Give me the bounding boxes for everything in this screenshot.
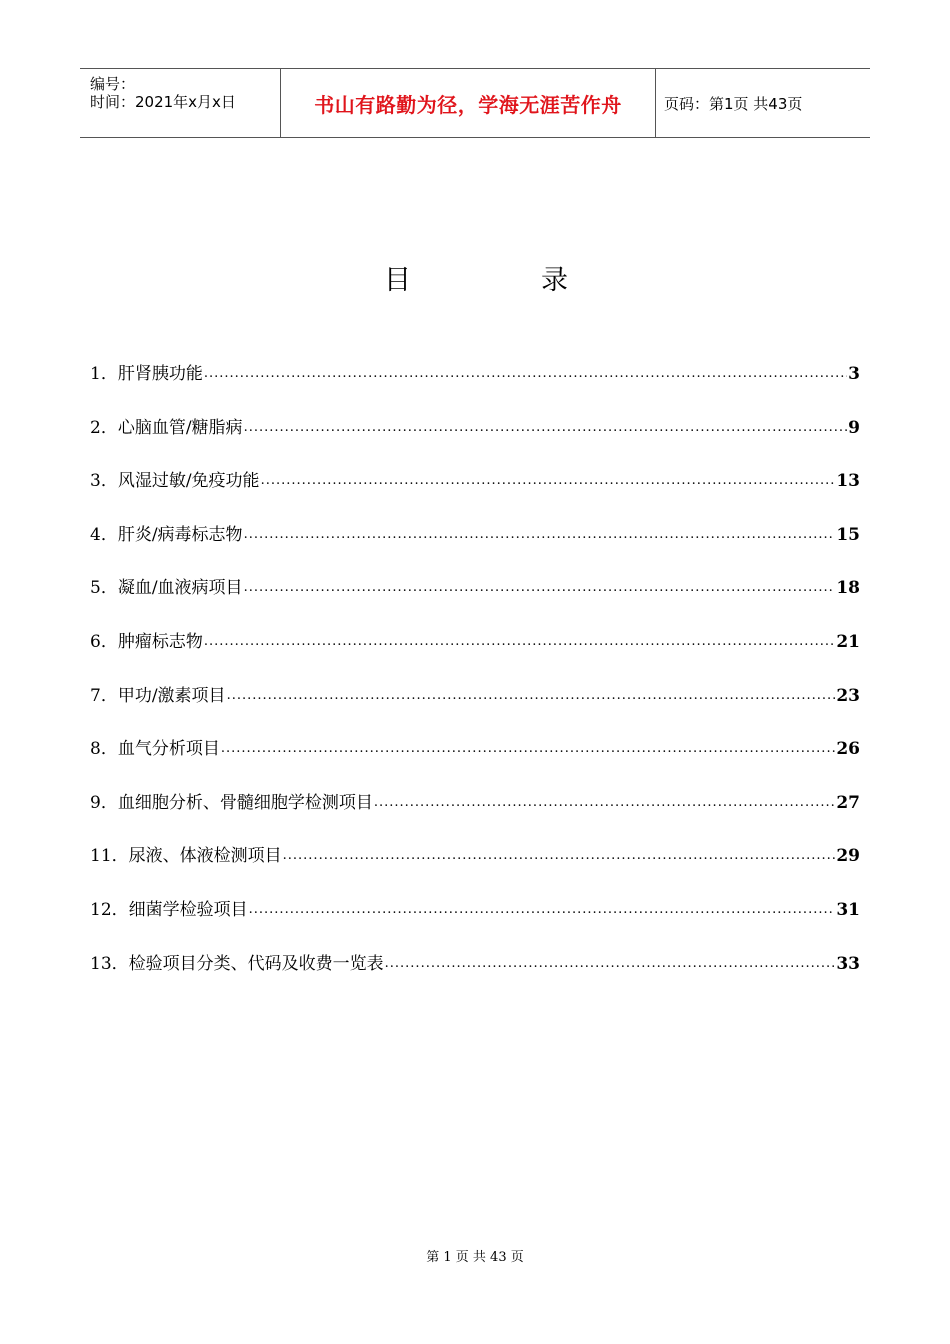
toc-entry[interactable]: [90, 952, 860, 1006]
toc-leader: [221, 737, 836, 761]
toc-label: 心脑血管/糖脂病: [117, 417, 243, 438]
toc-number: 1．: [90, 364, 118, 384]
toc-number: 9．: [90, 792, 118, 813]
title-char-1: 目: [384, 265, 411, 296]
toc-label: 风湿过敏/免疫功能: [117, 471, 260, 492]
toc-entry[interactable]: [90, 844, 860, 898]
title-char-2: 录: [541, 265, 568, 296]
toc-page: 33: [836, 953, 860, 974]
toc-leader: [283, 844, 836, 868]
page-info: 页码：第1页 共43页: [664, 94, 803, 113]
toc-leader: [204, 362, 847, 386]
toc-label: 肝肾胰功能: [117, 364, 203, 384]
toc-label: 血气分析项目: [117, 739, 220, 760]
toc-number: 3．: [90, 471, 118, 492]
toc-label: 甲功/激素项目: [117, 685, 226, 706]
toc-number: 13．: [90, 953, 129, 974]
toc-number: 5．: [90, 578, 118, 599]
toc-entry[interactable]: [90, 523, 860, 577]
toc-label: 肿瘤标志物: [117, 631, 203, 652]
toc-entry[interactable]: [90, 684, 860, 738]
toc-label: 检验项目分类、代码及收费一览表: [128, 953, 384, 974]
toc-page: 23: [836, 685, 860, 706]
toc-leader: [244, 523, 836, 547]
toc-label: 凝血/血液病项目: [117, 578, 243, 599]
toc-number: 12．: [90, 899, 129, 920]
toc-number: 8．: [90, 739, 118, 760]
page-header: [80, 68, 870, 138]
toc-page: 27: [836, 792, 860, 813]
toc-entry[interactable]: [90, 416, 860, 470]
toc-number: 7．: [90, 685, 118, 706]
toc-number: 4．: [90, 524, 118, 545]
toc-page: 3: [848, 364, 860, 384]
toc-entry[interactable]: [90, 791, 860, 845]
toc-label: 血细胞分析、骨髓细胞学检测项目: [117, 792, 373, 813]
toc-page: 13: [836, 471, 860, 492]
toc-entry[interactable]: [90, 898, 860, 952]
toc-label: 尿液、体液检测项目: [128, 846, 282, 867]
motto-text: 书山有路勤为径，学海无涯苦作舟: [314, 92, 622, 117]
toc-entry[interactable]: [90, 362, 860, 416]
toc-leader: [204, 630, 836, 654]
toc-label: 肝炎/病毒标志物: [117, 524, 243, 545]
toc-leader: [244, 576, 836, 600]
toc-entry[interactable]: [90, 576, 860, 630]
toc-entry[interactable]: [90, 469, 860, 523]
toc-page: 29: [836, 846, 860, 867]
header-motto-cell: [280, 69, 656, 137]
date-label: 时间：2021年x月x日: [90, 93, 236, 111]
page-footer: [0, 1246, 950, 1265]
number-label: 编号：: [90, 75, 136, 93]
toc-number: 6．: [90, 631, 118, 652]
toc-number: 2．: [90, 417, 118, 438]
toc-leader: [249, 898, 836, 922]
toc-entry[interactable]: [90, 737, 860, 791]
toc-leader: [261, 469, 836, 493]
toc-label: 细菌学检验项目: [128, 899, 248, 920]
table-of-contents: [90, 362, 860, 1005]
toc-leader: [244, 416, 848, 440]
footer-page-count: 第 1 页 共 43 页: [426, 1250, 524, 1265]
header-page-cell: [655, 69, 870, 137]
toc-page: 21: [836, 631, 860, 652]
toc-page: 18: [836, 578, 860, 599]
toc-number: 11．: [90, 846, 129, 867]
toc-page: 15: [836, 524, 860, 545]
toc-entry[interactable]: [90, 630, 860, 684]
toc-leader: [374, 791, 836, 815]
page-title: [0, 258, 950, 294]
toc-page: 31: [836, 899, 860, 920]
toc-leader: [227, 684, 836, 708]
toc-page: 9: [848, 417, 860, 438]
toc-leader: [385, 952, 836, 976]
toc-page: 26: [836, 739, 860, 760]
header-meta-cell: [80, 69, 280, 137]
